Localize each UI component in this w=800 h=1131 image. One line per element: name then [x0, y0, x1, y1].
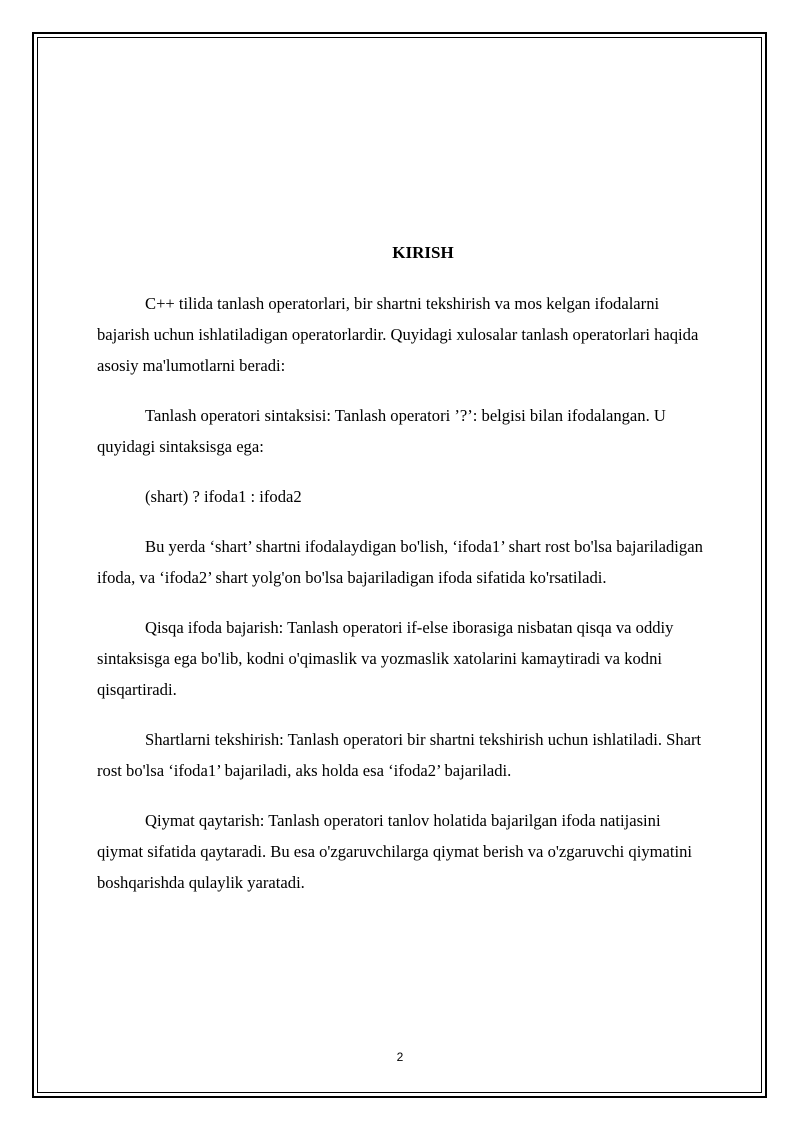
paragraph-intro: C++ tilida tanlash operatorlari, bir shartni tekshirish va mos kelgan ifodalarni bajarish uchun ishlatiladigan operatorlardir. Quyidagi xulosalar tanlash operatorlari haqida asosiy ma'lumotlarni beradi:	[97, 294, 699, 375]
body-text	[97, 288, 709, 917]
paragraph-explanation: Bu yerda ‘shart’ shartni ifodalaydigan bo'lish, ‘ifoda1’ shart rost bo'lsa bajariladigan ifoda, va ‘ifoda2’ shart yolg'on bo'lsa bajariladigan ifoda sifatida ko'rsatiladi.	[97, 537, 703, 587]
paragraph-syntax-example: (shart) ? ifoda1 : ifoda2	[145, 487, 302, 506]
paragraph-syntax: Tanlash operatori sintaksisi: Tanlash operatori ’?’: belgisi bilan ifodalangan. U quyidagi sintaksisga ega:	[97, 406, 666, 456]
paragraph-short-expression: Qisqa ifoda bajarish: Tanlash operatori if-else iborasiga nisbatan qisqa va oddiy sintaksisga ega bo'lib, kodni o'qimaslik va yozmaslik xatolarini kamaytiradi va kodni qisqartiradi.	[97, 618, 674, 699]
paragraph-return-value: Qiymat qaytarish: Tanlash operatori tanlov holatida bajarilgan ifoda natijasini qiymat sifatida qaytaradi. Bu esa o'zgaruvchilarga qiymat berish va o'zgaruvchi qiymatini boshqarishda qulaylik yaratadi.	[97, 811, 693, 892]
paragraph-condition-check: Shartlarni tekshirish: Tanlash operatori bir shartni tekshirish uchun ishlatiladi. Shart rost bo'lsa ‘ifoda1’ bajariladi, aks holda esa ‘ifoda2’ bajariladi.	[97, 730, 702, 780]
page-number: 2	[396, 1050, 404, 1064]
section-heading: KIRISH	[392, 243, 454, 262]
